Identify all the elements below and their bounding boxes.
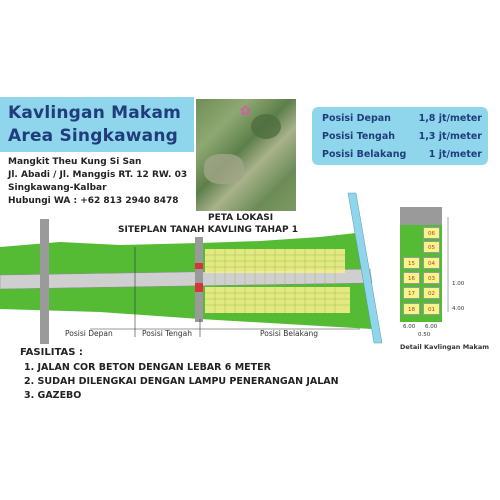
info-contact: Hubungi WA : +62 813 2940 8478 (8, 196, 179, 206)
title-line-1: Kavlingan Makam (8, 103, 182, 123)
title-line-2: Area Singkawang (8, 126, 179, 146)
position-label-tengah: Posisi Tengah (142, 329, 192, 338)
plot-16: 16 (403, 272, 420, 284)
peta-lokasi-label: PETA LOKASI (208, 213, 274, 223)
info-address: Jl. Abadi / Jl. Manggis RT. 12 RW. 03 (8, 170, 188, 180)
dim-5: 0.50 (418, 332, 431, 338)
position-label-depan: Posisi Depan (65, 329, 113, 338)
facility-item-3: 3. GAZEBO (24, 390, 82, 401)
dim-3: 6.00 (403, 324, 416, 330)
facility-item-2: 2. SUDAH DILENGKAI DENGAN LAMPU PENERANGAN JALAN (24, 376, 339, 387)
plot-grid-lower (205, 287, 350, 313)
poster (0, 97, 500, 400)
price-box: Posisi Depan 1,8 jt/meter Posisi Tengah 1,3 jt/meter Posisi Belakang 1 jt/meter (312, 107, 488, 165)
detail-caption: Detail Kavlingan Makam (400, 343, 490, 351)
plot-06: 06 (423, 227, 440, 239)
plot-15: 15 (403, 257, 420, 269)
plot-05: 05 (423, 241, 440, 253)
dim-1: 1.00 (452, 281, 465, 287)
plot-18: 18 (403, 303, 420, 315)
dim-2: 4.00 (452, 306, 465, 312)
siteplan-label: SITEPLAN TANAH KAVLING TAHAP 1 (118, 225, 298, 235)
plot-17: 17 (403, 287, 420, 299)
dim-4: 6.00 (425, 324, 438, 330)
detail-plot-diagram (400, 207, 442, 322)
info-city: Singkawang-Kalbar (8, 183, 107, 193)
info-name: Mangkit Theu Kung Si San (8, 157, 142, 167)
plot-04: 04 (423, 257, 440, 269)
location-pin-icon: ✿ (240, 104, 251, 119)
plot-02: 02 (423, 287, 440, 299)
plot-03: 03 (423, 272, 440, 284)
position-label-belakang: Posisi Belakang (260, 329, 318, 338)
facilities-title: FASILITAS : (20, 347, 83, 358)
plot-01: 01 (423, 303, 440, 315)
facility-item-1: 1. JALAN COR BETON DENGAN LEBAR 6 METER (24, 362, 271, 373)
